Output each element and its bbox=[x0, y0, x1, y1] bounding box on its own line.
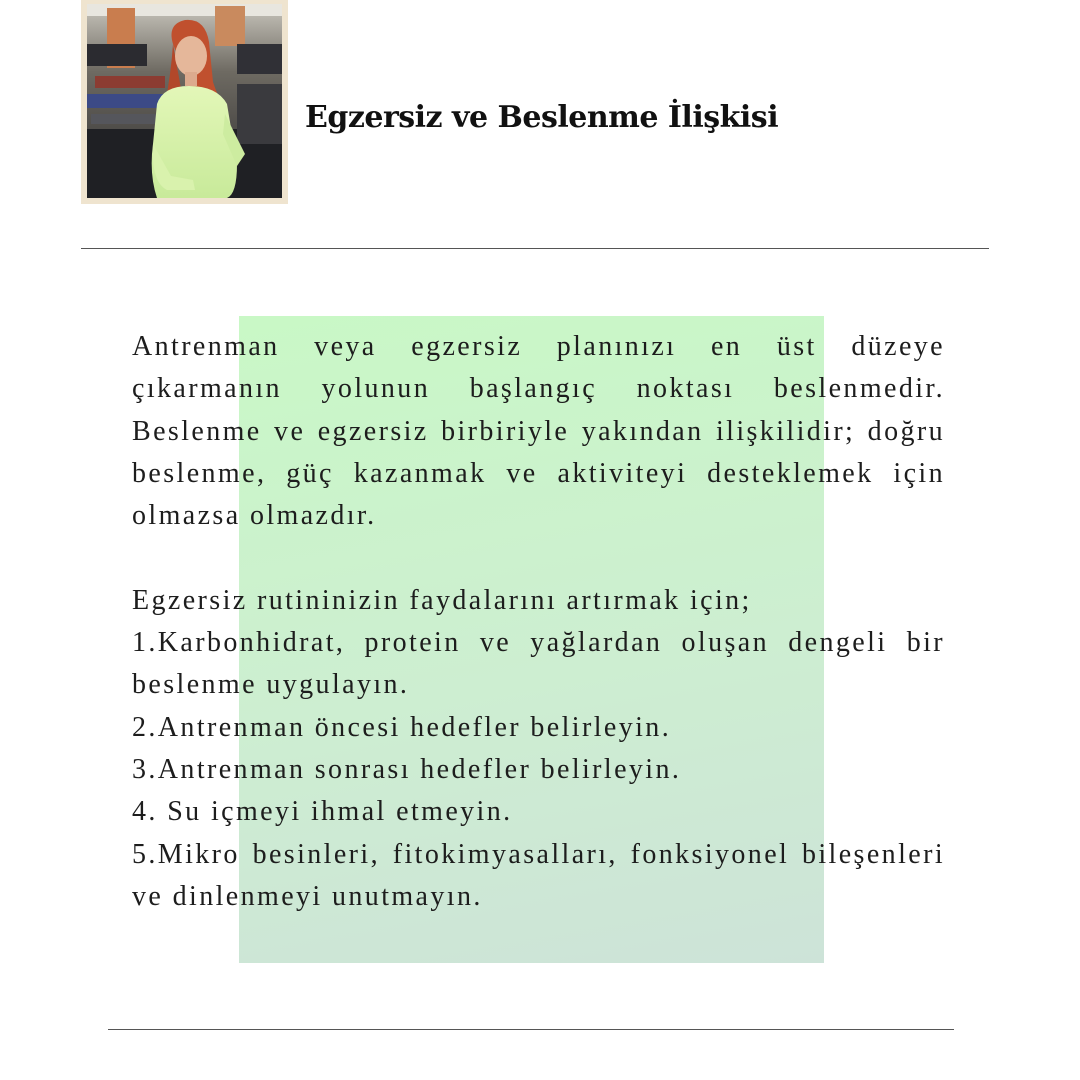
top-divider bbox=[81, 248, 989, 249]
article-body bbox=[132, 326, 945, 918]
list-item-4: 4. Su içmeyi ihmal etmeyin. bbox=[132, 796, 513, 828]
profile-photo bbox=[87, 4, 282, 198]
page-title: Egzersiz ve Beslenme İlişkisi bbox=[305, 100, 779, 135]
bottom-divider bbox=[108, 1029, 954, 1030]
list-item-1: 1.Karbonhidrat, protein ve yağlardan oluşan dengeli bir beslenme uygulayın. bbox=[132, 627, 945, 701]
paragraph-spacer bbox=[132, 537, 945, 579]
list-item-3: 3.Antrenman sonrası hedefler belirleyin. bbox=[132, 753, 682, 785]
list-item-2: 2.Antrenman öncesi hedefler belirleyin. bbox=[132, 711, 672, 743]
list-item-5: 5.Mikro besinleri, fitokimyasalları, fonksiyonel bileşenleri ve dinlenmeyi unutmayın. bbox=[132, 838, 945, 912]
profile-photo-frame bbox=[81, 0, 288, 204]
intro-paragraph: Antrenman veya egzersiz planınızı en üst düzeye çıkarmanın yolunun başlangıç noktası beslenmedir. Beslenme ve egzersiz birbiriyle yakından ilişkilidir; doğru beslenme, güç kazanmak ve aktiviteyi desteklemek için olmazsa olmazdır. bbox=[132, 331, 945, 532]
list-heading: Egzersiz rutininizin faydalarını artırmak için; bbox=[132, 584, 752, 616]
